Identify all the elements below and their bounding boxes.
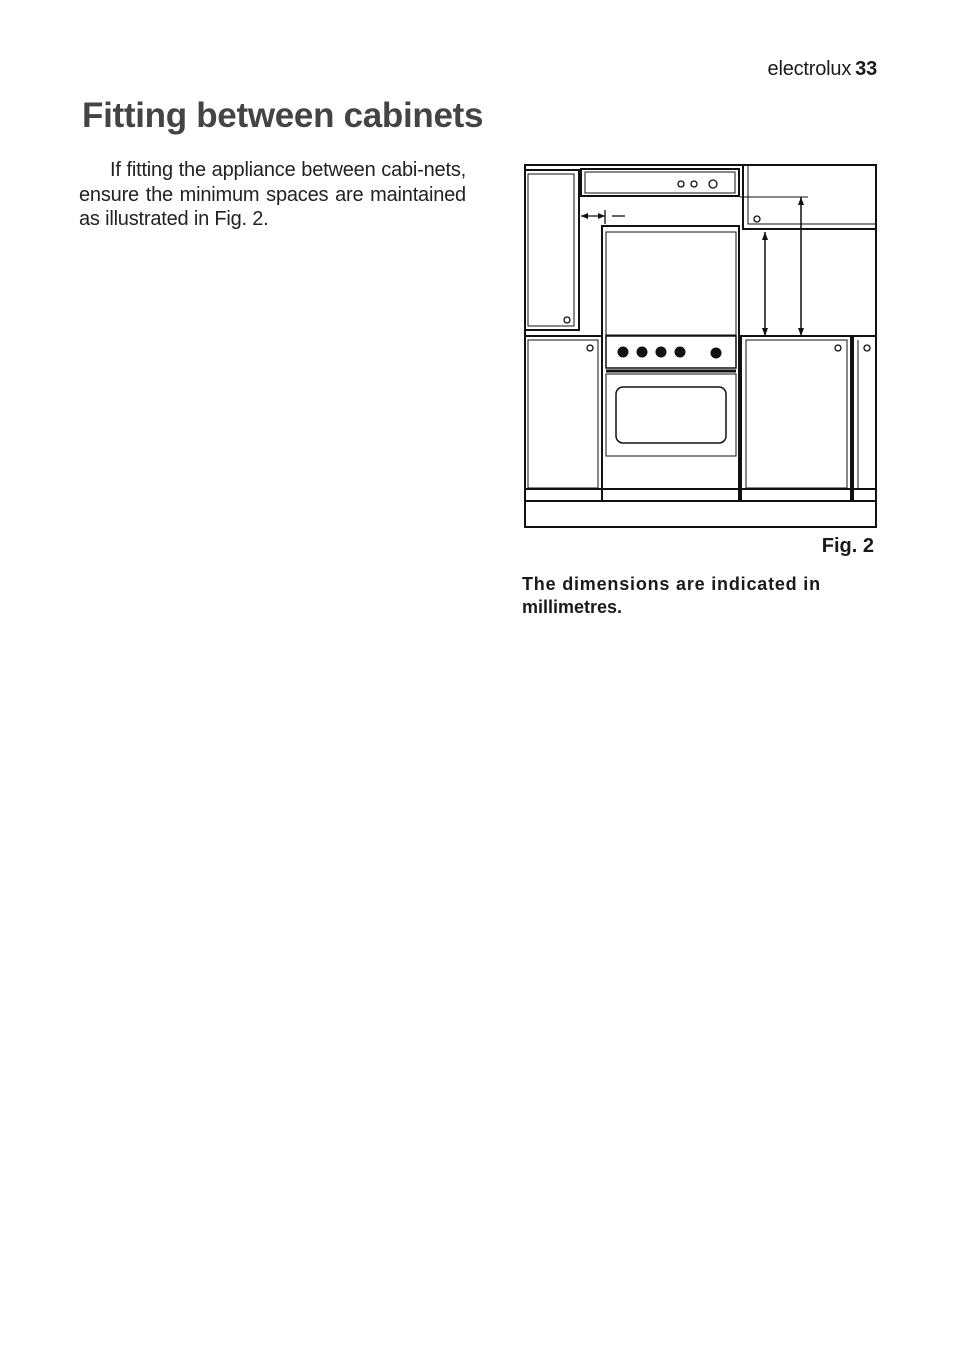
- page-title: Fitting between cabinets: [82, 96, 484, 135]
- cabinet-diagram-svg: [520, 160, 882, 534]
- dimensions-note-line2: millimetres.: [522, 597, 623, 617]
- instruction-paragraph: If fitting the appliance between cabi-nets, ensure the minimum spaces are maintained as illustrated in Fig. 2.: [79, 159, 466, 230]
- figure-caption: Fig. 2: [821, 535, 874, 557]
- dimensions-note-line1: The dimensions are indicated in: [522, 574, 821, 594]
- hob-knob-icon: [618, 347, 629, 358]
- brand-name: electrolux: [767, 58, 852, 80]
- oven-door-window: [616, 387, 726, 443]
- page-header: [768, 58, 877, 81]
- installation-diagram: [520, 160, 882, 534]
- page-number: 33: [855, 58, 877, 80]
- knob-icon: [564, 317, 570, 323]
- left-base-cabinet: [525, 336, 602, 501]
- cooker-body: [602, 226, 739, 501]
- left-wall-cabinet: [525, 170, 579, 330]
- right-base-cabinet: [741, 336, 851, 501]
- dimensions-note: [522, 573, 877, 619]
- cooker-hood: [581, 169, 739, 196]
- diagram-frame: [525, 165, 876, 527]
